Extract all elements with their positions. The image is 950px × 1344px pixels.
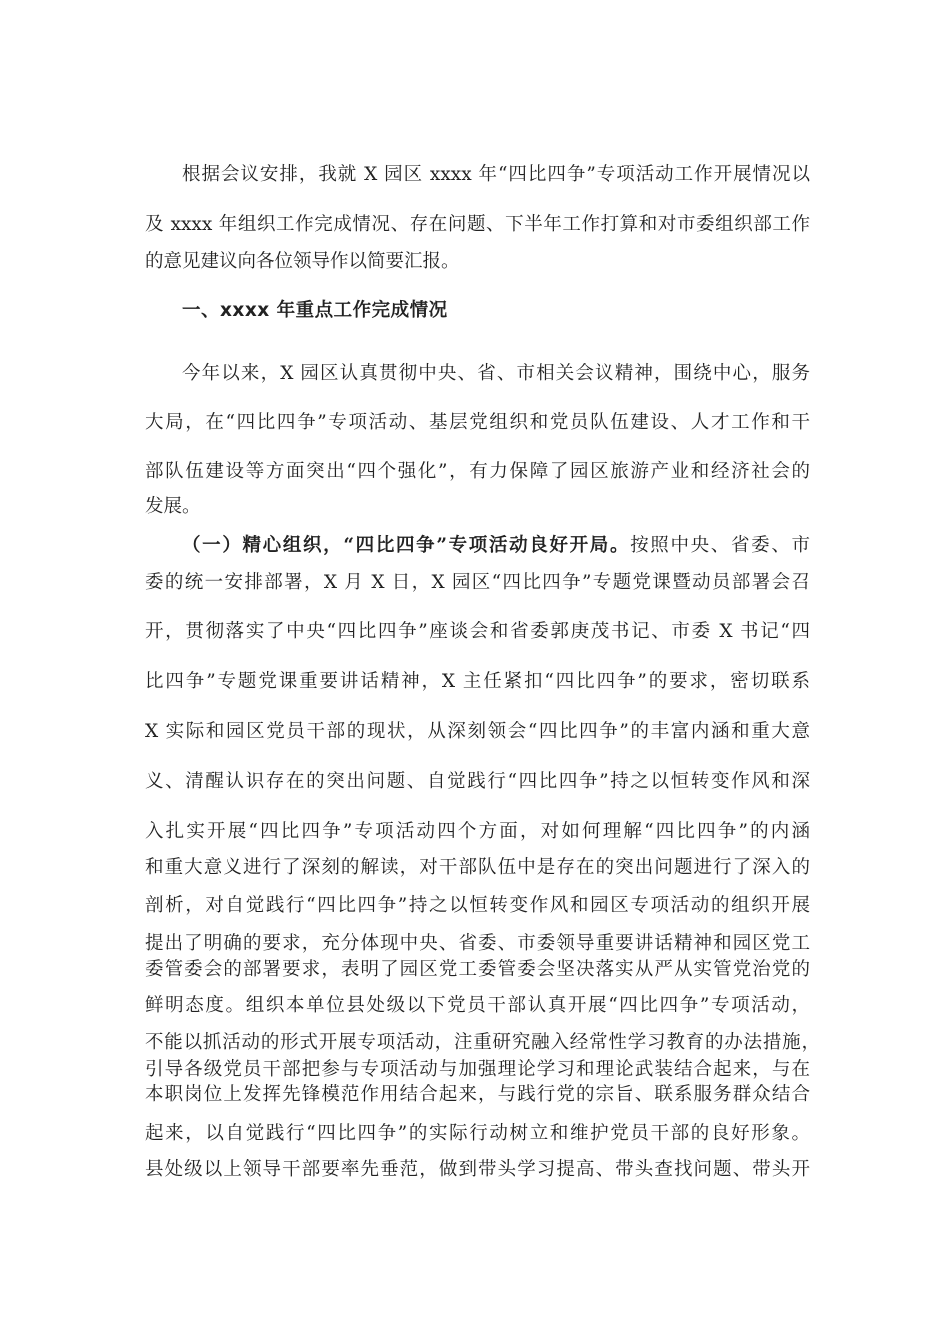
part1-line-14: 本职岗位上发挥先锋模范作用结合起来，与践行党的宗旨、联系服务群众结合 bbox=[145, 1084, 810, 1105]
part1-line-15: 起来，以自觉践行“四比四争”的实际行动树立和维护党员干部的良好形象。 bbox=[145, 1123, 810, 1144]
part1-lead-line bbox=[182, 533, 810, 559]
part1-line-10: 委管委会的部署要求，表明了园区党工委管委会坚决落实从严从实管党治党的 bbox=[145, 959, 810, 980]
intro-line-1: 根据会议安排，我就 X 园区 xxxx 年“四比四争”专项活动工作开展情况以 bbox=[182, 164, 810, 185]
overview-line-4: 发展。 bbox=[145, 496, 201, 517]
part1-line-1: 委的统一安排部署，X 月 X 日，X 园区“四比四争”专题党课暨动员部署会召 bbox=[145, 572, 810, 593]
part1-line-8: 剖析，对自觉践行“四比四争”持之以恒转变作风和园区专项活动的组织开展 bbox=[145, 895, 810, 916]
overview-line-3: 部队伍建设等方面突出“四个强化”，有力保障了园区旅游产业和经济社会的 bbox=[145, 461, 810, 482]
part1-line-13: 引导各级党员干部把参与专项活动与加强理论学习和理论武装结合起来，与在 bbox=[145, 1059, 810, 1080]
part1-line-4: X 实际和园区党员干部的现状，从深刻领会“四比四争”的丰富内涵和重大意 bbox=[145, 721, 810, 742]
part1-lead-rest: 按照中央、省委、市 bbox=[630, 535, 810, 556]
part1-line-11: 鲜明态度。组织本单位县处级以下党员干部认真开展“四比四争”专项活动， bbox=[145, 995, 810, 1016]
part1-line-7: 和重大意义进行了深刻的解读，对干部队伍中是存在的突出问题进行了深入的 bbox=[145, 857, 810, 878]
intro-line-3: 的意见建议向各位领导作以简要汇报。 bbox=[145, 251, 460, 272]
part1-line-5: 义、清醒认识存在的突出问题、自觉践行“四比四争”持之以恒转变作风和深 bbox=[145, 771, 810, 792]
part1-line-9: 提出了明确的要求，充分体现中央、省委、市委领导重要讲话精神和园区党工 bbox=[145, 933, 810, 954]
part1-lead-title: （一）精心组织，“四比四争”专项活动良好开局。 bbox=[182, 535, 631, 556]
part1-line-16: 县处级以上领导干部要率先垂范，做到带头学习提高、带头查找问题、带头开 bbox=[145, 1159, 810, 1180]
overview-line-2: 大局，在“四比四争”专项活动、基层党组织和党员队伍建设、人才工作和干 bbox=[145, 412, 810, 433]
part1-line-6: 入扎实开展“四比四争”专项活动四个方面，对如何理解“四比四争”的内涵 bbox=[145, 821, 810, 842]
part1-line-12: 不能以抓活动的形式开展专项活动，注重研究融入经常性学习教育的办法措施， bbox=[145, 1032, 820, 1053]
part1-line-2: 开，贯彻落实了中央“四比四争”座谈会和省委郭庚茂书记、市委 X 书记“四 bbox=[145, 621, 810, 642]
section-heading: 一、xxxx 年重点工作完成情况 bbox=[182, 300, 448, 321]
overview-line-1: 今年以来，X 园区认真贯彻中央、省、市相关会议精神，围绕中心，服务 bbox=[182, 363, 810, 384]
part1-line-3: 比四争”专题党课重要讲话精神，X 主任紧扣“四比四争”的要求，密切联系 bbox=[145, 671, 810, 692]
intro-line-2: 及 xxxx 年组织工作完成情况、存在问题、下半年工作打算和对市委组织部工作 bbox=[145, 214, 810, 235]
